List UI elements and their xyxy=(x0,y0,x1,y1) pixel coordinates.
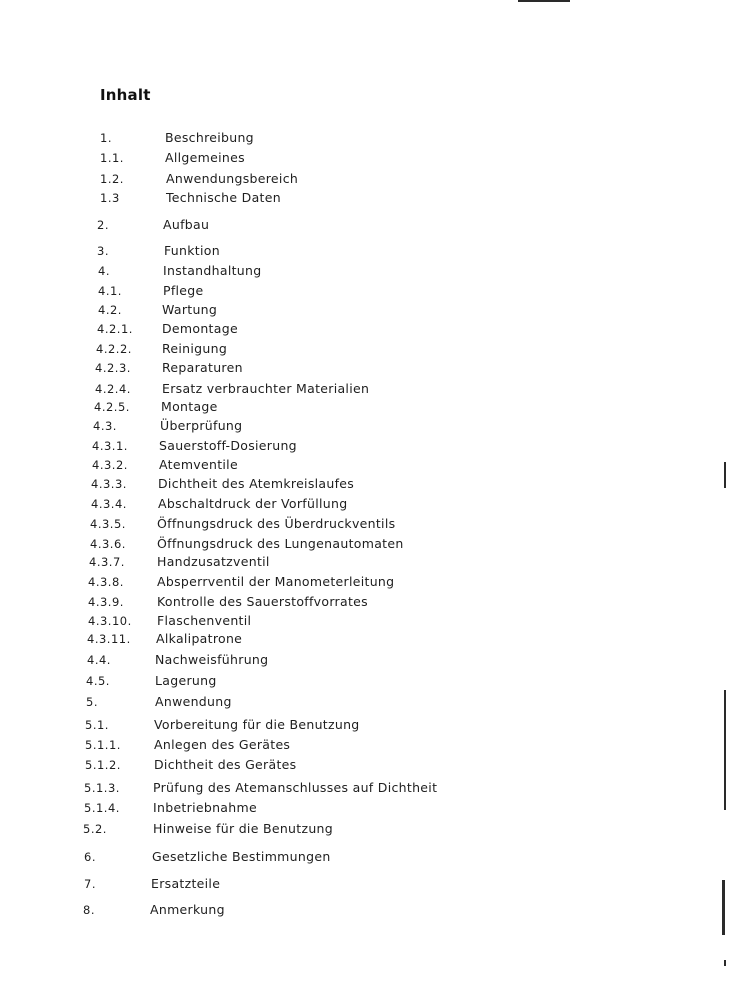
toc-entry-number: 8. xyxy=(83,903,95,917)
toc-entry-number: 5.1. xyxy=(85,718,109,732)
toc-entry-title: Anwendung xyxy=(155,694,232,709)
toc-entry-title: Technische Daten xyxy=(166,190,281,205)
toc-entry xyxy=(0,820,700,838)
toc-entry-title: Anlegen des Gerätes xyxy=(154,737,291,752)
toc-entry xyxy=(0,149,700,167)
toc-entry-number: 5.1.4. xyxy=(84,801,120,815)
toc-entry-title: Dichtheit des Atemkreislaufes xyxy=(158,476,355,491)
toc-entry-title: Wartung xyxy=(162,302,218,317)
toc-entry xyxy=(0,398,700,416)
toc-entry xyxy=(0,359,700,377)
toc-entry-number: 2. xyxy=(97,218,109,232)
toc-entry-number: 4.4. xyxy=(87,653,111,667)
toc-entry xyxy=(0,612,700,630)
toc-entry-number: 4.3.3. xyxy=(91,477,127,491)
toc-entry xyxy=(0,242,700,260)
toc-entry-title: Instandhaltung xyxy=(163,263,262,278)
toc-entry-number: 1.2. xyxy=(100,172,124,186)
toc-entry-title: Hinweise für die Benutzung xyxy=(153,821,334,836)
page-title: Inhalt xyxy=(100,86,151,104)
toc-entry-title: Vorbereitung für die Benutzung xyxy=(154,717,360,732)
toc-entry xyxy=(0,779,700,797)
toc-entry-title: Prüfung des Atemanschlusses auf Dichtheit xyxy=(153,780,438,795)
toc-entry-title: Alkalipatrone xyxy=(156,631,243,646)
toc-entry-number: 5.1.1. xyxy=(85,738,121,752)
toc-entry-number: 1. xyxy=(100,131,112,145)
toc-entry-title: Lagerung xyxy=(155,673,217,688)
toc-entry-number: 4.2.3. xyxy=(95,361,131,375)
toc-entry-number: 5.2. xyxy=(83,822,107,836)
toc-entry-number: 6. xyxy=(84,850,96,864)
toc-entry-title: Reinigung xyxy=(162,341,228,356)
toc-entry-number: 4.2.4. xyxy=(95,382,131,396)
toc-entry-title: Handzusatzventil xyxy=(157,554,270,569)
toc-entry xyxy=(0,651,700,669)
toc-entry-number: 4.3. xyxy=(93,419,117,433)
toc-entry-title: Anwendungsbereich xyxy=(166,171,299,186)
toc-entry xyxy=(0,573,700,591)
toc-entry-number: 4.3.10. xyxy=(88,614,132,628)
toc-entry-number: 4.1. xyxy=(98,284,122,298)
toc-entry xyxy=(0,515,700,533)
toc-entry xyxy=(0,417,700,435)
toc-entry xyxy=(0,170,700,188)
toc-entry-number: 4.3.5. xyxy=(90,517,126,531)
toc-entry xyxy=(0,320,700,338)
toc-entry-number: 4.3.9. xyxy=(88,595,124,609)
toc-entry xyxy=(0,189,700,207)
toc-entry-number: 4.2.1. xyxy=(97,322,133,336)
toc-entry xyxy=(0,282,700,300)
toc-entry-number: 4.2. xyxy=(98,303,122,317)
toc-entry-title: Überprüfung xyxy=(160,418,243,433)
toc-entry-number: 5.1.2. xyxy=(85,758,121,772)
toc-entry-title: Anmerkung xyxy=(150,902,225,917)
toc-entry xyxy=(0,262,700,280)
toc-entry xyxy=(0,756,700,774)
toc-entry-number: 3. xyxy=(97,244,109,258)
toc-entry-title: Ersatz verbrauchter Materialien xyxy=(162,381,370,396)
toc-entry-title: Dichtheit des Gerätes xyxy=(154,757,297,772)
toc-entry-number: 4.3.2. xyxy=(92,458,128,472)
toc-entry-number: 5.1.3. xyxy=(84,781,120,795)
toc-entry-title: Flaschenventil xyxy=(157,613,252,628)
toc-entry-title: Kontrolle des Sauerstoffvorrates xyxy=(157,594,368,609)
toc-entry-title: Sauerstoff-Dosierung xyxy=(159,438,297,453)
toc-entry xyxy=(0,799,700,817)
toc-entry xyxy=(0,475,700,493)
toc-entry-title: Öffnungsdruck des Überdruckventils xyxy=(157,516,396,531)
toc-entry-number: 4.3.7. xyxy=(89,555,125,569)
toc-entry xyxy=(0,693,700,711)
toc-entry-number: 4.2.2. xyxy=(96,342,132,356)
toc-entry-title: Öffnungsdruck des Lungenautomaten xyxy=(157,536,404,551)
toc-entry-number: 4.2.5. xyxy=(94,400,130,414)
toc-entry-number: 4.3.6. xyxy=(90,537,126,551)
toc-entry xyxy=(0,535,700,553)
toc-entry xyxy=(0,875,700,893)
toc-entry xyxy=(0,716,700,734)
toc-entry-title: Gesetzliche Bestimmungen xyxy=(152,849,331,864)
toc-entry xyxy=(0,553,700,571)
toc-entry-title: Atemventile xyxy=(159,457,238,472)
toc-entry-title: Demontage xyxy=(162,321,238,336)
toc-entry-title: Allgemeines xyxy=(165,150,245,165)
toc-entry-number: 4. xyxy=(98,264,110,278)
toc-entry-title: Ersatzteile xyxy=(151,876,221,891)
toc-entry-number: 1.3 xyxy=(100,191,120,205)
toc-entry-number: 4.3.1. xyxy=(92,439,128,453)
toc-entry xyxy=(0,593,700,611)
toc-entry xyxy=(0,630,700,648)
toc-entry-number: 5. xyxy=(86,695,98,709)
toc-entry xyxy=(0,340,700,358)
toc-entry-title: Montage xyxy=(161,399,218,414)
toc-entry xyxy=(0,901,700,919)
toc-entry-number: 4.3.11. xyxy=(87,632,131,646)
toc-entry xyxy=(0,736,700,754)
toc-entry-number: 1.1. xyxy=(100,151,124,165)
toc-entry-title: Nachweisführung xyxy=(155,652,269,667)
toc-entry xyxy=(0,380,700,398)
toc-entry xyxy=(0,437,700,455)
toc-entry-title: Pflege xyxy=(163,283,204,298)
toc-entry-title: Funktion xyxy=(164,243,220,258)
toc-entry xyxy=(0,456,700,474)
toc-entry-title: Inbetriebnahme xyxy=(153,800,257,815)
toc-entry xyxy=(0,216,700,234)
toc-entry xyxy=(0,672,700,690)
toc-entry-title: Aufbau xyxy=(163,217,210,232)
toc-entry xyxy=(0,301,700,319)
toc-entry-number: 7. xyxy=(84,877,96,891)
toc-entry-title: Abschaltdruck der Vorfüllung xyxy=(158,496,348,511)
toc-entry-number: 4.3.8. xyxy=(88,575,124,589)
toc-entry xyxy=(0,848,700,866)
toc-entry-number: 4.5. xyxy=(86,674,110,688)
toc-entry xyxy=(0,495,700,513)
toc-entry-number: 4.3.4. xyxy=(91,497,127,511)
toc-entry xyxy=(0,129,700,147)
toc-entry-title: Reparaturen xyxy=(162,360,243,375)
toc-entry-title: Beschreibung xyxy=(165,130,254,145)
toc-entry-title: Absperrventil der Manometerleitung xyxy=(157,574,395,589)
